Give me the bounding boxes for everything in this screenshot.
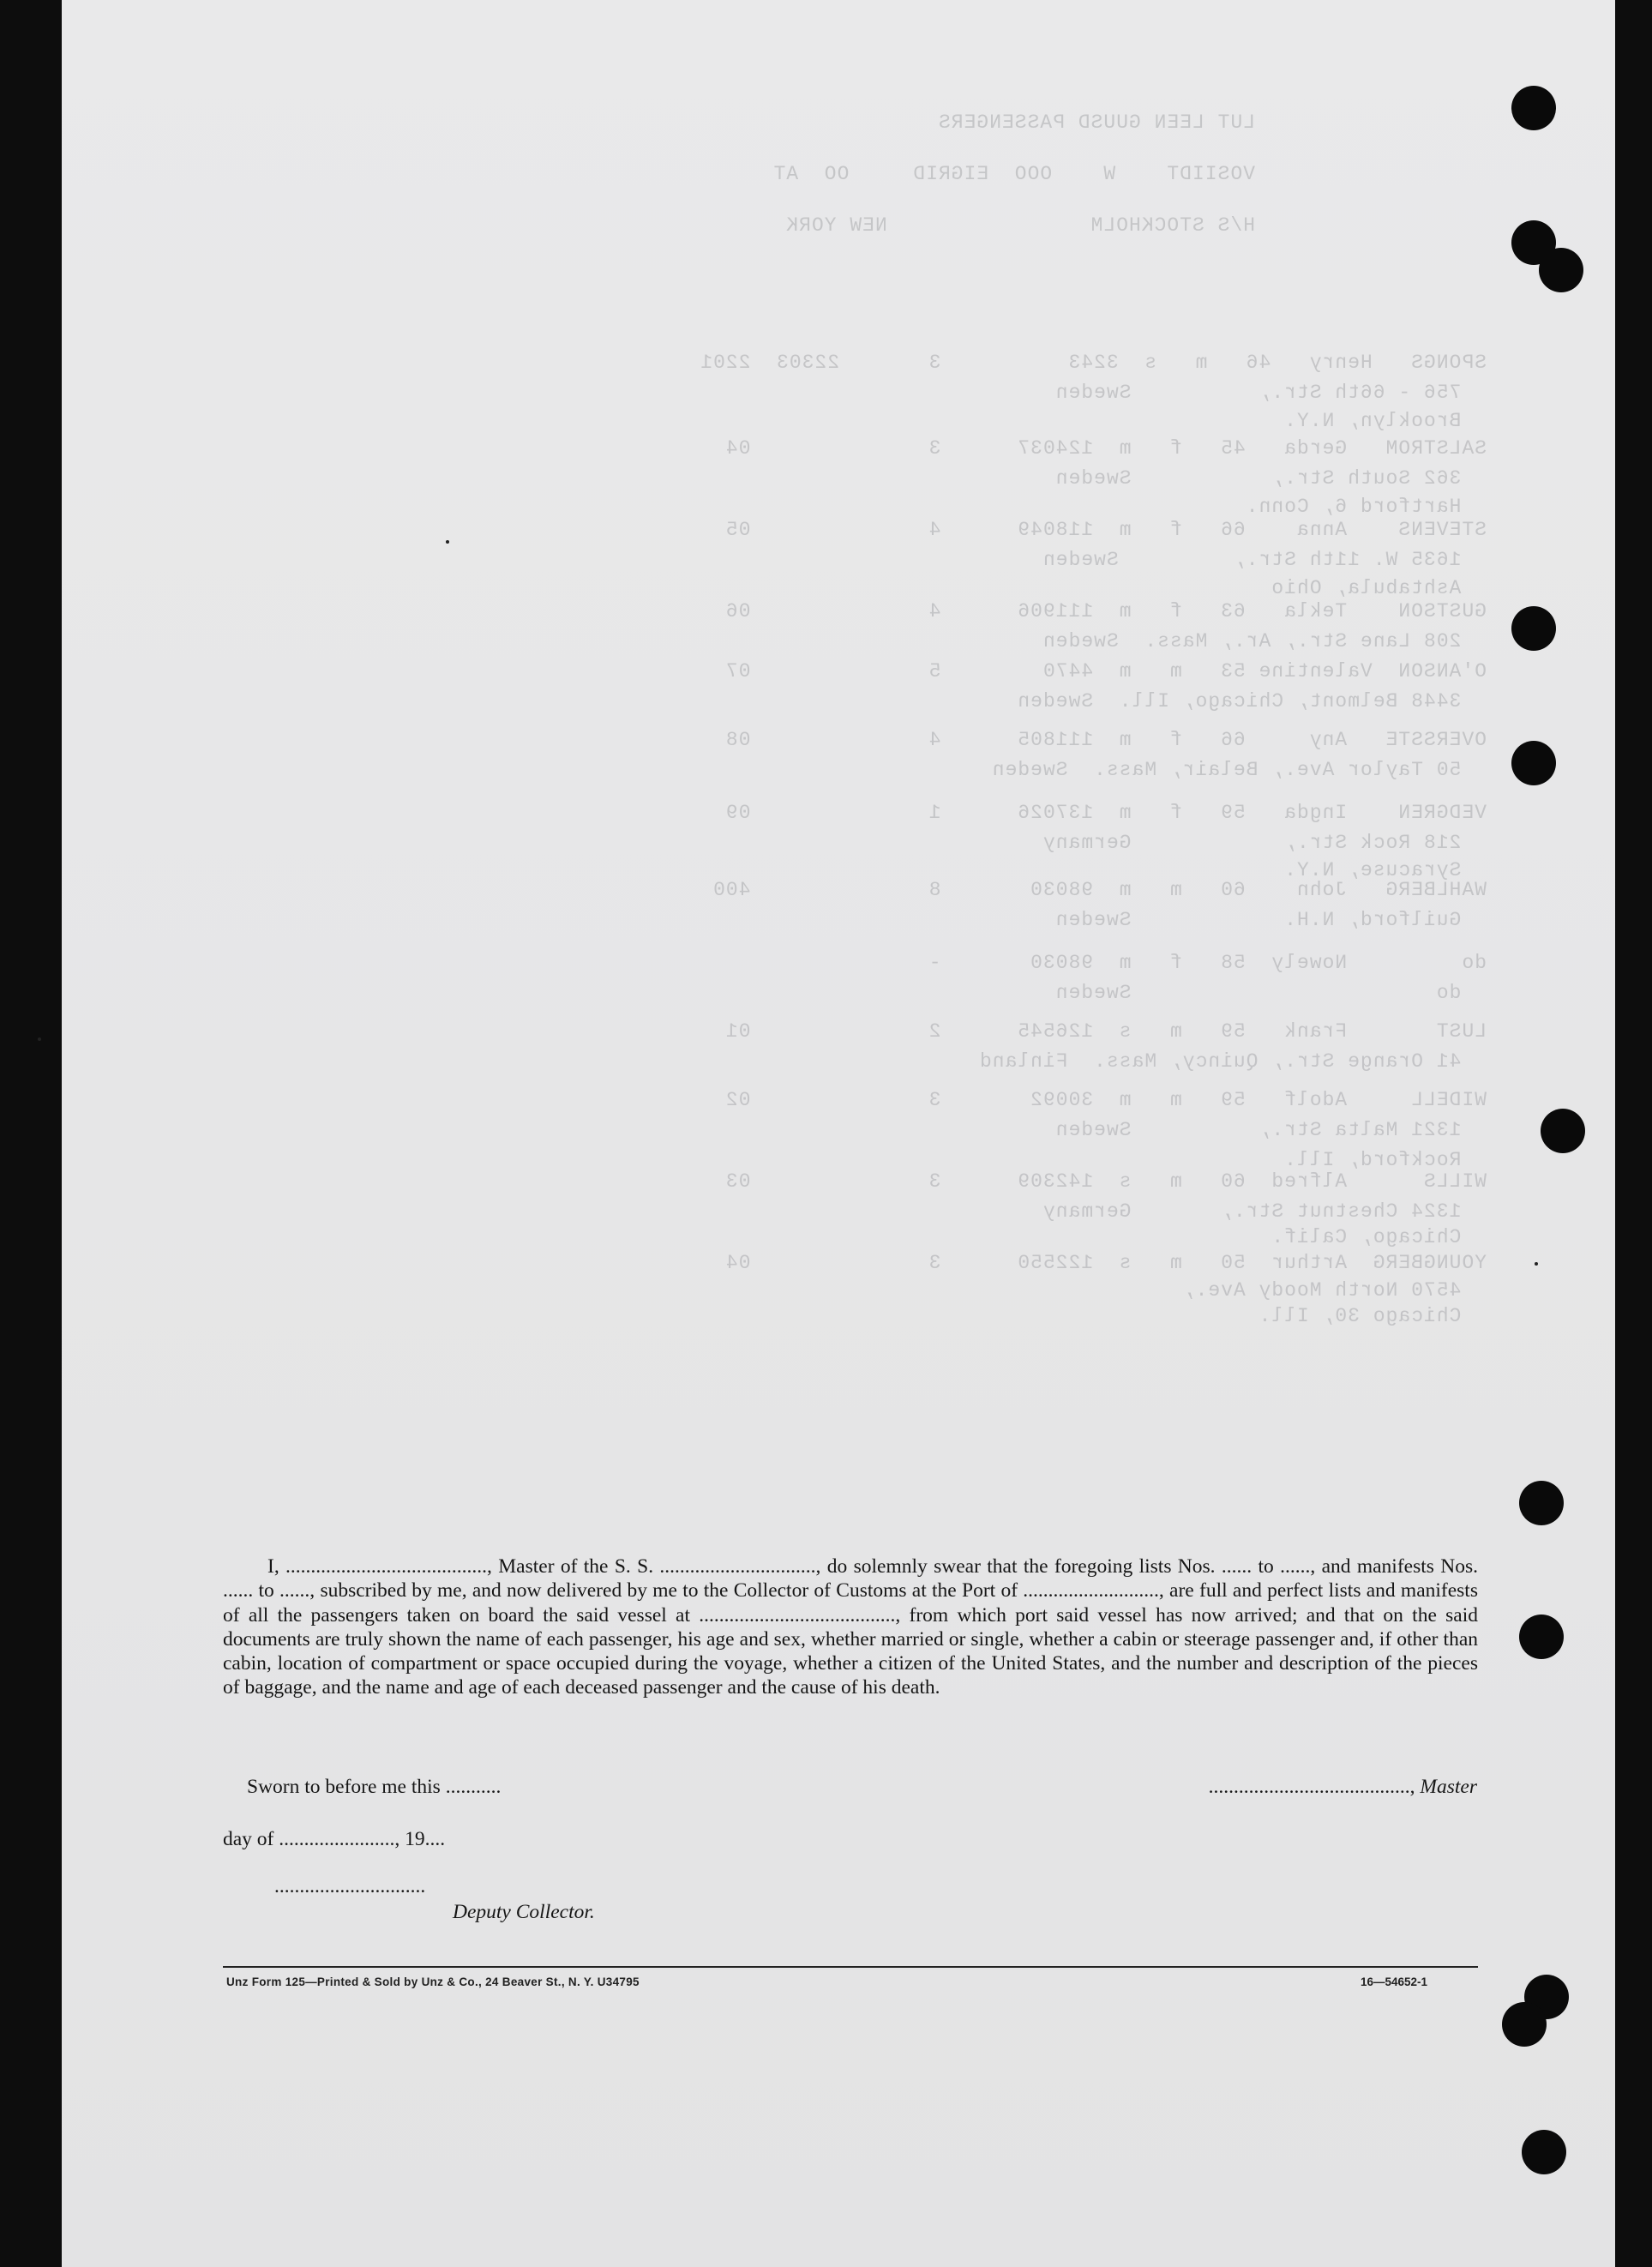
form-imprint: Unz Form 125—Printed & Sold by Unz & Co., 24 Beaver St., N. Y. U34795 [226,1975,640,1988]
master-signature-line [932,1776,1477,1799]
ghost-line: LUT LEEN GUUSD PASSENGERS [937,111,1255,134]
ghost-line: LUST Frank 59 m s 126545 2 01 [724,1020,1487,1043]
punch-hole [1539,248,1583,292]
ghost-line: O'ANSON Valentine 53 m m 4470 5 07 [724,660,1487,683]
deputy-collector-label: Deputy Collector. [453,1901,595,1923]
punch-hole [1519,1481,1564,1525]
ghost-line: WIDELL Adolf 59 m m 30092 3 02 [724,1089,1487,1111]
ghost-line: 41 Orange Str., Quincy, Mass. Finland [978,1050,1487,1073]
ghost-line: do Sweden [1054,982,1487,1004]
ghost-line: WILLS Alfred 60 m s 142309 3 03 [724,1170,1487,1193]
punch-hole [1502,2002,1547,2047]
ghost-line: Syracuse, N.Y. [1283,859,1487,881]
ghost-line: 50 Taylor Ave., Belair, Mass. Sweden [991,759,1487,781]
ghost-line: 1635 W. 11th Str., Sweden [1042,549,1487,571]
ghost-line: 362 South Str., Sweden [1054,467,1487,490]
ghost-line: 4570 North Moody Ave., [1181,1279,1487,1302]
oath-text: I, ........................................, Master of the S. S. ..............................., do solemnly swear that the foregoing lists Nos. ...... to ......, and manifests Nos. ...... to ......, subscribed by me, and now delivered by me to the Collector of Customs at the Port of ..........................., are full and perfect lists and manifests of all the passengers taken on board the said vessel at ......................................., from which port said vessel has now arrived; and that on the said documents are truly shown the name of each passenger, his age and sex, whether married or single, whether a cabin or steerage passenger and, if other than cabin, location of compartment or space occupied during the voyage, whether a citizen of the United States, and the number and description of the pieces of baggage, and the name and age of each deceased passenger and the cause of his death. [223,1555,1478,1699]
ghost-line: YOUNGBERG Arthur 50 m s 122550 3 04 [724,1252,1487,1274]
ghost-line: H/S STOCKHOLM NEW YORK [785,214,1255,237]
ghost-line: Chicago, Calif. [1271,1226,1487,1248]
punch-hole [1511,606,1556,651]
dust-speck [38,1037,41,1041]
dust-speck [1535,1262,1538,1266]
ghost-line: Chicago 30, Ill. [1258,1305,1487,1327]
ghost-line: do Nowely 58 f m 98030 - [928,952,1487,974]
punch-hole [1541,1109,1585,1153]
ghost-line: WAHLBERG John 60 m m 98030 8 400 [712,879,1487,901]
footer-rule [223,1966,1478,1968]
ghost-line: Guilford, N.H. Sweden [1054,909,1487,931]
day-of-line: day of ......................., 19.... [223,1828,446,1850]
ghost-line: SALSTROM Gerda 45 f m 124037 3 04 [724,437,1487,460]
ghost-line: Hartford 6, Conn. [1245,496,1487,518]
ghost-line: 218 Rock Str., Germany [1042,832,1487,854]
ghost-line: 1321 Malta Str., Sweden [1054,1119,1487,1141]
deputy-signature-dots: .............................. [274,1875,426,1897]
punch-hole [1511,741,1556,785]
ghost-line: STEVENS Anna 66 f m 118049 4 05 [724,519,1487,541]
ghost-line: 3448 Belmont, Chicago, Ill. Sweden [1017,690,1487,713]
ghost-line: VEDGREN Ingda 59 f m 137026 1 09 [724,802,1487,824]
ghost-line: 208 Lane Str., Ar., Mass. Sweden [1042,630,1487,652]
ghost-line: SPONGS Henry 46 m s 3243 3 22303 2201 [700,352,1487,374]
manifest-page [62,0,1615,2267]
ghost-line: 756 - 66th Str., Sweden [1054,382,1487,404]
ghost-line: Rockford, Ill. [1283,1149,1487,1171]
ghost-line: Brooklyn, N.Y. [1283,410,1487,432]
bleed-through-text [62,0,1615,1372]
oath-paragraph [223,1554,1478,1700]
ghost-line: GUSTSON Tekla 63 f m 111906 4 06 [724,600,1487,622]
punch-hole [1519,1615,1564,1659]
punch-hole [1511,86,1556,130]
ghost-line: Ashtabula, Ohio [1271,577,1487,599]
form-number: 16—54652-1 [1361,1975,1428,1988]
ghost-line: 1324 Chestnut Str., Germany [1042,1200,1487,1223]
ghost-line: VOSIIDT W OOO EIGRID OO AT [772,163,1255,185]
dust-speck [446,540,449,544]
sworn-line: Sworn to before me this ........... [247,1776,502,1798]
punch-hole [1522,2130,1566,2174]
master-dots: ........................................, [1208,1776,1415,1798]
master-label: Master [1420,1776,1477,1798]
ghost-line: OVERSSTE Any 66 f m 111805 4 08 [724,729,1487,751]
